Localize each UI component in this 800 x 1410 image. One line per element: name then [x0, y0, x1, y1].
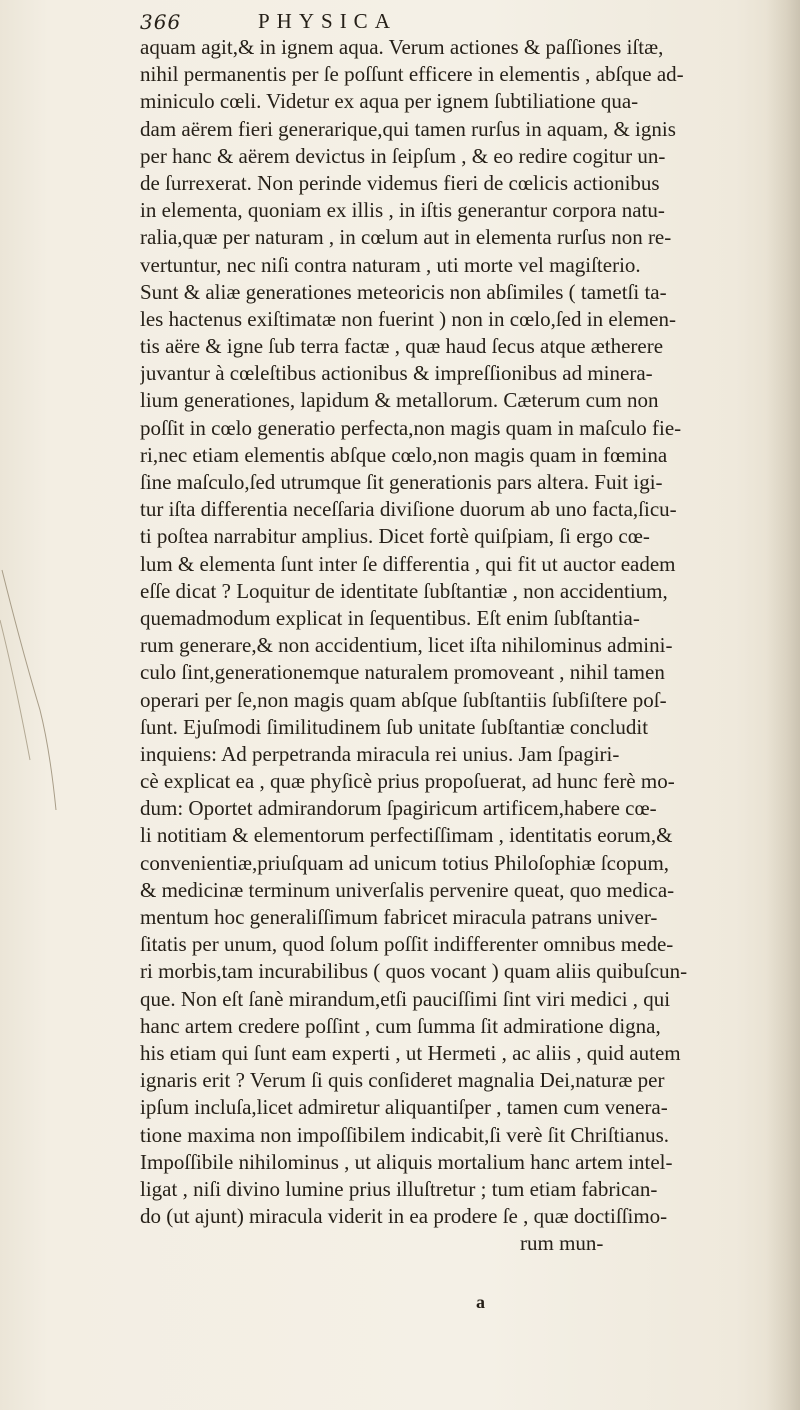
text-line: operari per ſe,non magis quam abſque ſubſtantiis ſubſiſtere poſ- [140, 687, 667, 712]
body-text [140, 34, 800, 1257]
text-line: his etiam qui ſunt eam experti , ut Hermeti , ac aliis , quid autem [140, 1040, 681, 1065]
text-line: tione maxima non impoſſibilem indicabit,ſi verè ſit Chriſtianus. [140, 1122, 669, 1147]
text-line: ri morbis,tam incurabilibus ( quos vocant ) quam aliis quibuſcun- [140, 959, 688, 984]
text-line: nihil permanentis per ſe poſſunt efficere in elementis , abſque ad- [140, 62, 684, 87]
text-line: ſine maſculo,ſed utrumque ſit generationis pars altera. Fuit igi- [140, 470, 663, 494]
text-line: dam aërem fieri generarique,qui tamen rurſus in aquam, & ignis [140, 116, 676, 141]
text-line: cè explicat ea , quæ phyſicè prius propoſuerat, ad hunc ferè mo- [140, 769, 675, 794]
text-line: ralia,quæ per naturam , in cœlum aut in elementa rurſus non re- [140, 225, 672, 250]
text-line: culo ſint,generationemque naturalem promoveant , nihil tamen [140, 660, 665, 685]
text-line: li notitiam & elementorum perfectiſſimam , identitatis eorum,& [140, 823, 673, 848]
text-line: hanc artem credere poſſint , cum ſumma ſit admiratione digna, [140, 1013, 661, 1038]
text-line: Sunt & aliæ generationes meteoricis non abſimiles ( tametſi ta- [140, 279, 667, 304]
text-line: ipſum incluſa,licet admiretur aliquantiſper , tamen cum venera- [140, 1095, 668, 1120]
text-line: rum generare,& non accidentium, licet iſta nihilominus admini- [140, 633, 673, 658]
text-line: & medicinæ terminum univerſalis pervenire queat, quo medica- [140, 877, 675, 902]
text-line: per hanc & aërem devictus in ſeipſum , & eo redire cogitur un- [140, 143, 666, 168]
text-line: quemadmodum explicat in ſequentibus. Eſt enim ſubſtantia- [140, 605, 640, 630]
text-line: que. Non eſt ſanè mirandum,etſi pauciſſimi ſint viri medici , qui [140, 986, 671, 1011]
text-line: juvantur à cœleſtibus actionibus & impreſſionibus ad minera- [140, 361, 653, 386]
text-line: lum & elementa ſunt inter ſe differentia , qui fit ut auctor eadem [140, 551, 676, 576]
text-line: ligat , niſi divino lumine prius illuſtretur ; tum etiam fabrican- [140, 1176, 658, 1201]
text-line: Impoſſibile nihilominus , ut aliquis mortalium hanc artem intel- [140, 1149, 673, 1174]
text-line: ſitatis per unum, quod ſolum poſſit indifferenter omnibus mede- [140, 932, 674, 957]
text-line: lium generationes, lapidum & metallorum. Cæterum cum non [140, 388, 659, 413]
text-line: les hactenus exiſtimatæ non fuerint ) non in cœlo,ſed in elemen- [140, 306, 676, 331]
catchword: rum mun- [520, 1231, 604, 1256]
text-line: aquam agit,& in ignem aqua. Verum actiones & paſſiones iſtæ, [140, 35, 664, 59]
text-line: ſunt. Ejuſmodi ſimilitudinem ſub unitate ſubſtantiæ concludit [140, 714, 649, 739]
text-line: poſſit in cœlo generatio perfecta,non magis quam in maſculo fie- [140, 415, 682, 440]
text-line: dum: Oportet admirandorum ſpagiricum artificem,habere cœ- [140, 796, 657, 821]
text-line: ti poſtea narrabitur amplius. Dicet fortè quiſpiam, ſi ergo cœ- [140, 524, 650, 549]
text-line: inquiens: Ad perpetranda miracula rei unius. Jam ſpagiri- [140, 741, 620, 766]
text-line: de ſurrexerat. Non perinde videmus fieri de cœlicis actionibus [140, 170, 660, 195]
text-line: in elementa, quoniam ex illis , in iſtis generantur corpora natu- [140, 198, 665, 223]
text-line: do (ut ajunt) miracula viderit in ea prodere ſe , quæ doctiſſimo- [140, 1204, 668, 1229]
running-title: PHYSICA [258, 9, 397, 33]
text-line: tur iſta differentia neceſſaria diviſione duorum ab uno facta,ſicu- [140, 497, 677, 522]
page-number: 366 [140, 10, 182, 34]
text-line: eſſe dicat ? Loquitur de identitate ſubſtantiæ , non accidentium, [140, 578, 668, 603]
text-line: vertuntur, nec niſi contra naturam , uti morte vel magiſterio. [140, 252, 641, 277]
text-line: miniculo cœli. Videtur ex aqua per ignem ſubtiliatione qua- [140, 89, 639, 114]
text-line: convenientiæ,priuſquam ad unicum totius Philoſophiæ ſcopum, [140, 850, 670, 875]
page-fold-marks [0, 560, 60, 820]
stray-ink-mark: a [476, 1292, 485, 1312]
text-line: mentum hoc generaliſſimum fabricet miracula patrans univer- [140, 905, 658, 929]
text-line: ignaris erit ? Verum ſi quis conſideret magnalia Dei,naturæ per [140, 1068, 665, 1093]
text-line: ri,nec etiam elementis abſque cœlo,non magis quam in fœmina [140, 442, 668, 467]
text-line: tis aëre & igne ſub terra factæ , quæ haud ſecus atque ætherere [140, 334, 664, 359]
